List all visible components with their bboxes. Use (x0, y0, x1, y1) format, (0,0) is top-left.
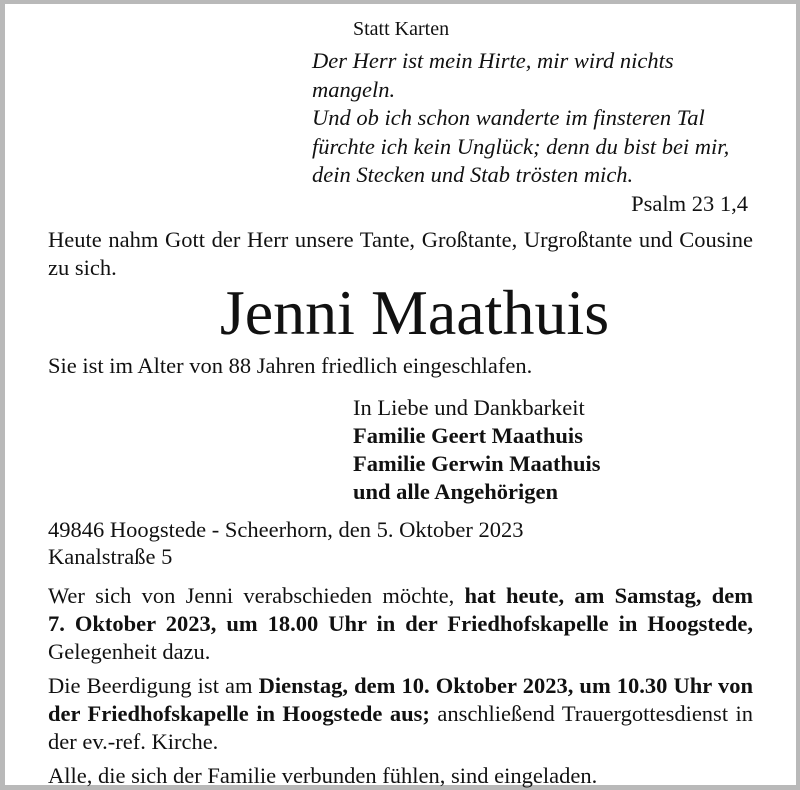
burial-line (48, 672, 753, 700)
intro-line: Heute nahm Gott der Herr unsere Tante, Großtante, Urgroßtante und Cousine (48, 226, 753, 252)
burial-paragraph (48, 672, 753, 756)
farewell-regular-text: Wer sich von Jenni verabschieden möchte, (48, 582, 455, 608)
statt-karten-label: Statt Karten (353, 18, 450, 40)
psalm-line: Der Herr ist mein Hirte, mir wird nichts mangeln. (312, 48, 674, 102)
farewell-line: Gelegenheit dazu. (48, 638, 211, 664)
mourners-lead: In Liebe und Dankbarkeit (353, 394, 585, 420)
mourner-family: Familie Gerwin Maathuis (353, 450, 601, 476)
street-line: Kanalstraße 5 (48, 543, 173, 569)
psalm-verse (312, 47, 753, 190)
burial-regular-text: anschließend Trauergottesdienst in (437, 700, 754, 726)
burial-line (48, 700, 753, 728)
deceased-name: Jenni Maathuis (219, 276, 610, 348)
closing-line: Alle, die sich der Familie verbunden fühlen, sind eingeladen. (48, 762, 598, 788)
obituary-notice (5, 4, 796, 788)
psalm-line: dein Stecken und Stab trösten mich. (312, 162, 634, 187)
intro-paragraph (48, 226, 753, 282)
burial-bold-text: der Friedhofskapelle in Hoogstede aus; (48, 700, 430, 726)
psalm-line: Und ob ich schon wanderte im finsteren Tal (312, 105, 705, 130)
psalm-line: fürchte ich kein Unglück; denn du bist bei mir, (312, 133, 730, 159)
address-block (48, 516, 753, 570)
farewell-bold-text: hat heute, am Samstag, dem (464, 582, 753, 608)
farewell-line (48, 582, 753, 610)
burial-line: der ev.-ref. Kirche. (48, 728, 219, 754)
place-date-line: 49846 Hoogstede - Scheerhorn, den 5. Oktober 2023 (48, 516, 524, 542)
passing-line: Sie ist im Alter von 88 Jahren friedlich eingeschlafen. (48, 352, 533, 378)
burial-bold-text: Dienstag, dem 10. Oktober 2023, um 10.30 Uhr von (258, 672, 753, 698)
mourner-family: und alle Angehörigen (353, 478, 559, 504)
mourner-family: Familie Geert Maathuis (353, 422, 583, 448)
farewell-line: 7. Oktober 2023, um 18.00 Uhr in der Friedhofskapelle in Hoogstede, (48, 610, 753, 636)
psalm-reference: Psalm 23 1,4 (631, 190, 748, 216)
mourners-block (353, 394, 753, 506)
farewell-paragraph (48, 582, 753, 666)
burial-regular-text: Die Beerdigung ist am (48, 672, 253, 698)
intro-line: zu sich. (48, 254, 117, 280)
